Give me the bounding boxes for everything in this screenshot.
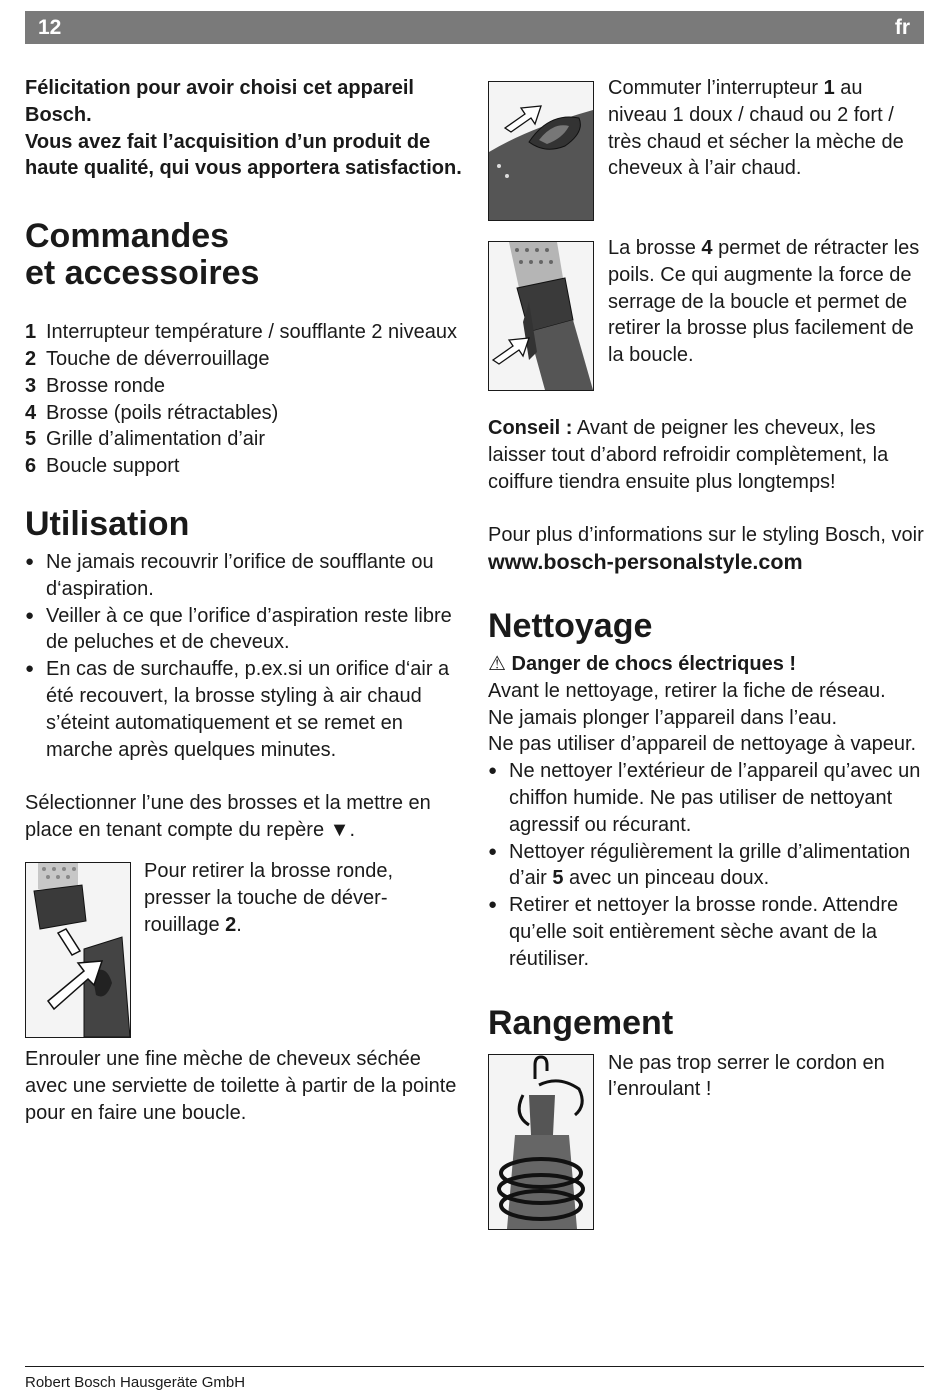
tip-text: Conseil : Avant de peigner les cheveux, les laisser tout d’abord refroidir complètement, la coiffure tiendra ensuite plus longtemps!: [488, 417, 889, 493]
retract-brush-figure: [488, 241, 594, 391]
warning-triangle-icon: ⚠: [488, 652, 506, 675]
roll-text: Enrouler une fine mèche de cheveux séchée avec une serviette de toilette à partir de la pointe pour en faire une boucle.: [25, 1047, 457, 1124]
website-link[interactable]: www.bosch-personalstyle.com: [488, 550, 803, 575]
language-code: fr: [894, 16, 910, 39]
cleaning-bullets: [488, 758, 924, 972]
list-item: ● Ne nettoyer l’extérieur de l’appareil qu’avec un chiffon humide. Ne pas utiliser de nettoyant agressif ou récurant.: [488, 758, 924, 838]
storage-title: Rangement: [488, 1003, 674, 1042]
remove-brush-text: Pour retirer la brosse ronde, presser la touche de déverrouillage 2.: [144, 859, 394, 936]
controls-list: [25, 319, 465, 480]
cleaning-line-2: Ne jamais plonger l’appareil dans l’eau.: [488, 706, 838, 729]
cleaning-title: Nettoyage: [488, 606, 653, 645]
cleaning-warning: ⚠ Danger de chocs électriques !: [488, 652, 797, 675]
list-item: 3 Brosse ronde: [25, 374, 165, 397]
cleaning-line-3: Ne pas utiliser d’appareil de nettoyage à vapeur.: [488, 733, 917, 756]
list-item: 2 Touche de déverrouillage: [25, 347, 270, 370]
footer-divider: [25, 1366, 924, 1367]
footer-company: Robert Bosch Hausgeräte GmbH: [25, 1374, 246, 1391]
retract-brush-text: La brosse 4 permet de rétracter les poils. Ce qui augmente la force de serrage de la boucle et permet de retirer la brosse plus facilement de la boucle.: [608, 237, 920, 367]
page-number: 12: [38, 16, 62, 39]
storage-text: Ne pas trop serrer le cordon en l’enroulant !: [608, 1051, 885, 1101]
intro-line-1: Félicitation pour avoir choisi cet appareil Bosch.: [25, 77, 414, 126]
usage-bullets: [25, 549, 465, 763]
switch-figure: [488, 81, 594, 221]
cleaning-line-1: Avant le nettoyage, retirer la fiche de réseau.: [488, 679, 886, 702]
left-column: [25, 75, 465, 1126]
right-column: [488, 75, 924, 1230]
list-item: ● Nettoyer régulièrement la grille d’alimentation d’air 5 avec un pinceau doux.: [488, 839, 924, 893]
list-item: 6 Boucle support: [25, 455, 180, 478]
select-brush-text: Sélectionner l’une des brosses et la mettre en place en tenant compte du repère ▼.: [25, 792, 431, 842]
list-item: ● Ne jamais recouvrir l’orifice de soufflante ou d‘aspiration.: [25, 549, 465, 603]
list-item: 4 Brosse (poils rétractables): [25, 401, 279, 424]
page-header-bar: [25, 11, 924, 44]
list-item: 1 Interrupteur température / soufflante 2 niveaux: [25, 321, 457, 344]
switch-text: Commuter l’interrupteur 1 au niveau 1 doux / chaud ou 2 fort / très chaud et sécher la mèche de cheveux à l’air chaud.: [608, 77, 904, 180]
info-text: Pour plus d’informations sur le styling Bosch, voir: [488, 524, 924, 547]
list-item: ● En cas de surchauffe, p.ex.si un orifice d‘air a été recouvert, la brosse styling à air chaud s’éteint automatiquement et se remet en marche après quelques minutes.: [25, 656, 465, 763]
controls-title: Commandes et accessoires: [25, 217, 260, 293]
list-item: ● Veiller à ce que l’orifice d’aspiration reste libre de peluches et de cheveux.: [25, 603, 465, 657]
list-item: ● Retirer et nettoyer la brosse ronde. Attendre qu’elle soit entièrement sèche avant de la réutiliser.: [488, 892, 924, 972]
usage-title: Utilisation: [25, 504, 190, 543]
list-item: 5 Grille d’alimentation d’air: [25, 428, 265, 451]
storage-figure: [488, 1054, 594, 1230]
intro-line-2: Vous avez fait l’acquisition d’un produit de haute qualité, qui vous apportera satisfaction.: [25, 130, 462, 180]
remove-brush-figure: [25, 862, 131, 1038]
